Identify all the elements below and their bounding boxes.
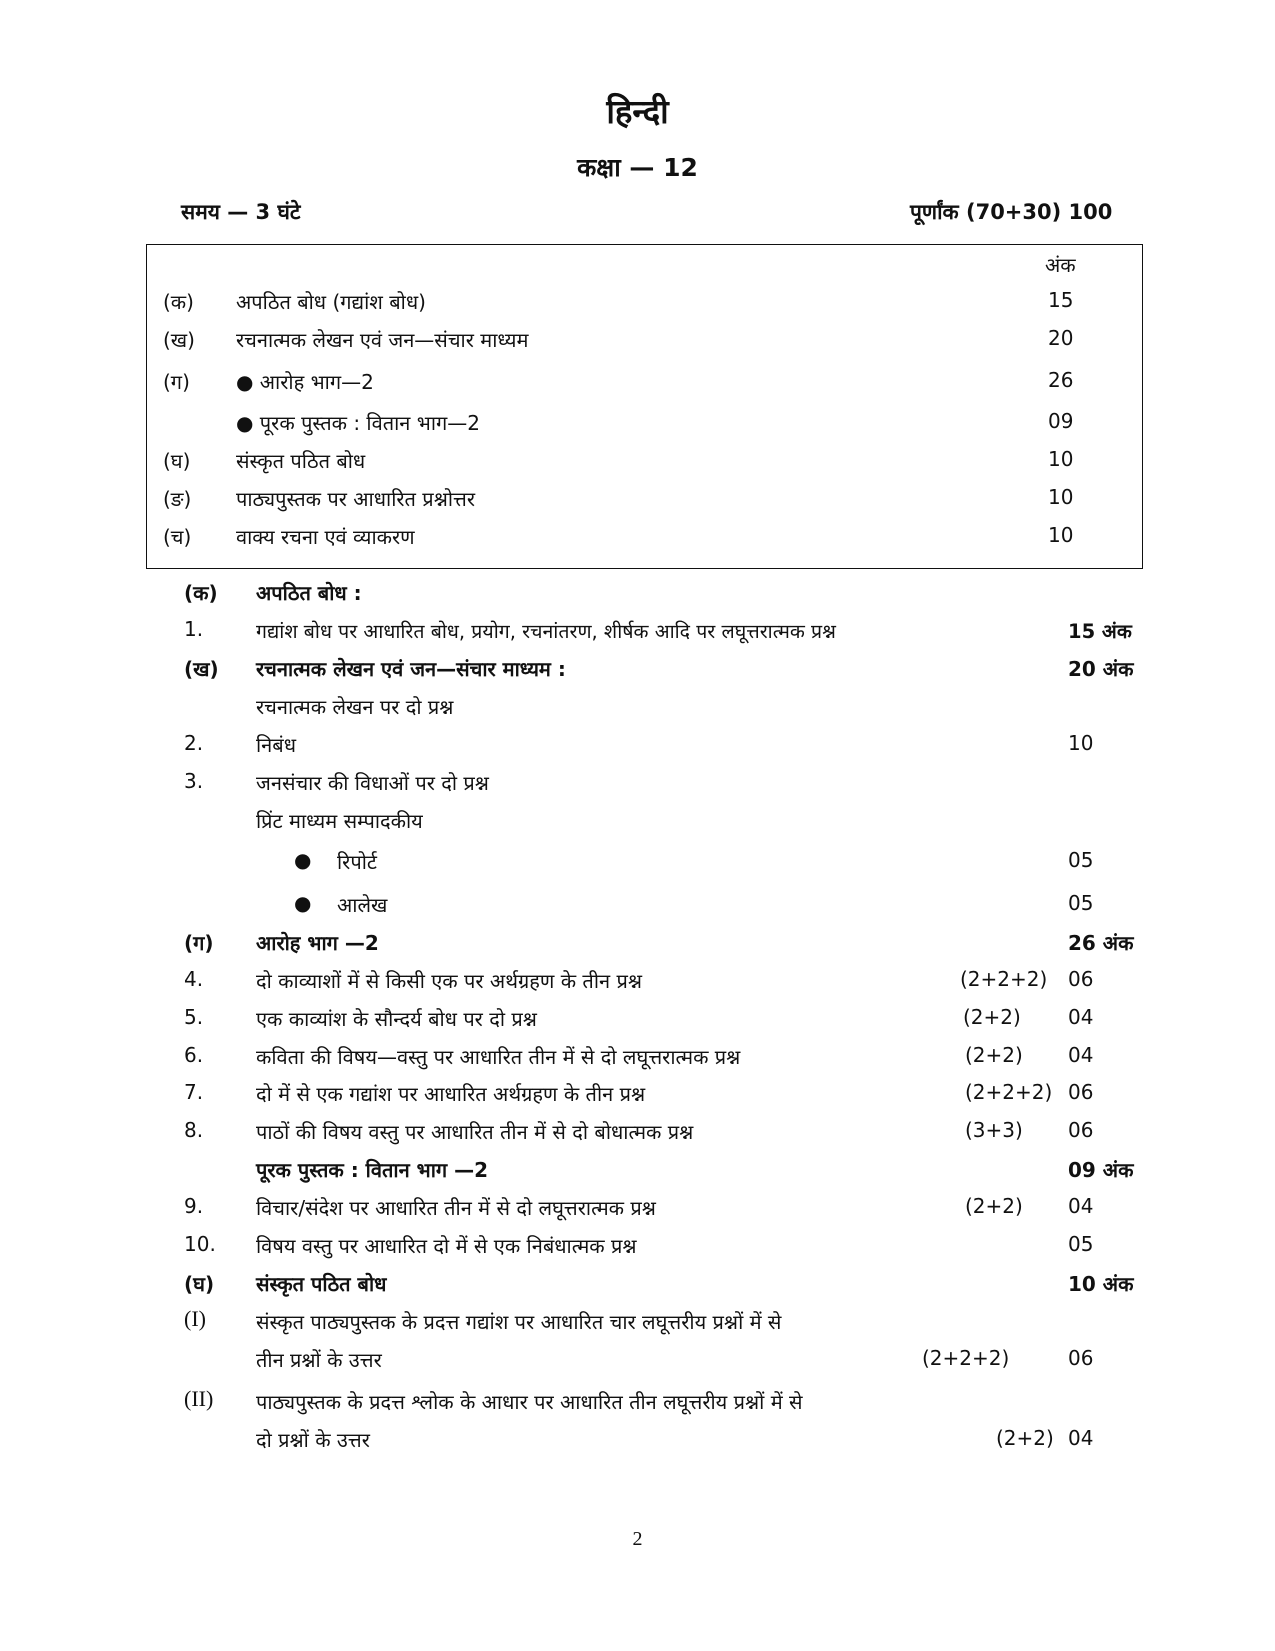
summary-row-marks: 10 [1048,485,1074,509]
summary-row-text: पाठ्यपुस्तक पर आधारित प्रश्नोत्तर [236,487,476,511]
question-number: (I) [184,1306,206,1331]
question-number: 6. [184,1043,204,1067]
question-number: 10. [184,1232,216,1256]
question-split: (2+2) [965,1194,1023,1218]
question-number: 4. [184,967,204,991]
subsection-title-vitan: पूरक पुस्तक : वितान भाग —2 [256,1158,489,1182]
question-text-continued: तीन प्रश्नों के उत्तर [256,1348,382,1372]
summary-row-label: (ग) [163,370,190,394]
question-split: (2+2) [996,1426,1054,1450]
summary-row-text: रचनात्मक लेखन एवं जन—संचार माध्यम [236,328,529,352]
question-text: संस्कृत पाठ्यपुस्तक के प्रदत्त गद्यांश पर आधारित चार लघूत्तरीय प्रश्नों में से [256,1310,782,1334]
section-title-ka: अपठित बोध : [256,581,362,605]
question-marks: 06 [1068,967,1094,991]
question-marks: 15 अंक [1068,620,1132,643]
summary-row-marks: 20 [1048,326,1074,350]
bullet-item-text: आलेख [337,893,388,917]
bullet-item-marks: 05 [1068,848,1094,872]
summary-row-label: (च) [163,525,192,549]
question-number: 9. [184,1194,204,1218]
section-label-gha: (घ) [184,1272,215,1296]
question-text: पाठ्यपुस्तक के प्रदत्त श्लोक के आधार पर आधारित तीन लघूत्तरीय प्रश्नों में से [256,1390,803,1414]
marks-header: अंक [1045,253,1076,277]
class-label: कक्षा — 12 [577,153,698,182]
question-number: 8. [184,1118,204,1142]
question-split: (3+3) [965,1118,1023,1142]
summary-row-text: ● आरोह भाग—2 [236,370,374,394]
question-text: दो में से एक गद्यांश पर आधारित अर्थग्रहण के तीन प्रश्न [256,1082,646,1106]
question-marks: 04 [1068,1043,1094,1067]
subsection-text: प्रिंट माध्यम सम्पादकीय [256,809,423,833]
question-number: 5. [184,1005,204,1029]
summary-row-marks: 15 [1048,288,1074,312]
summary-row-label: (ङ) [163,487,192,511]
bullet-icon: ● [294,848,312,872]
question-number: 1. [184,617,204,641]
summary-row-text: वाक्य रचना एवं व्याकरण [236,525,415,549]
question-number: (II) [184,1386,214,1411]
subsection-text: रचनात्मक लेखन पर दो प्रश्न [256,695,454,719]
question-text: विषय वस्तु पर आधारित दो में से एक निबंधात्मक प्रश्न [256,1234,637,1258]
summary-row-text: ● पूरक पुस्तक : वितान भाग—2 [236,411,480,435]
subsection-marks-vitan: 09 अंक [1068,1158,1134,1182]
summary-row-marks: 10 [1048,523,1074,547]
summary-row-text: संस्कृत पठित बोध [236,449,366,473]
question-text: दो काव्याशों में से किसी एक पर अर्थग्रहण के तीन प्रश्न [256,969,642,993]
section-label-kha: (ख) [184,657,219,681]
section-title-kha: रचनात्मक लेखन एवं जन—संचार माध्यम : [256,657,566,681]
question-marks: 06 [1068,1080,1094,1104]
summary-row-text: अपठित बोध (गद्यांश बोध) [236,290,426,314]
summary-row-marks: 09 [1048,409,1074,433]
summary-row-label: (घ) [163,449,191,473]
bullet-item-text: रिपोर्ट [337,850,377,874]
section-title-gha: संस्कृत पठित बोध [256,1272,387,1296]
summary-row-label: (क) [163,290,194,314]
question-marks: 10 [1068,731,1094,755]
question-number: 3. [184,769,204,793]
bullet-icon: ● [294,891,312,915]
page-title: हिन्दी [606,92,669,131]
section-marks-kha: 20 अंक [1068,657,1134,681]
max-marks-label: पूर्णांक (70+30) 100 [910,200,1113,224]
question-text: एक काव्यांश के सौन्दर्य बोध पर दो प्रश्न [256,1007,537,1031]
question-number: 7. [184,1080,204,1104]
question-number: 2. [184,731,204,755]
question-split: (2+2+2) [960,967,1048,991]
question-text: निबंध [256,733,296,757]
question-split: (2+2) [965,1043,1023,1067]
question-text: विचार/संदेश पर आधारित तीन में से दो लघूत्तरात्मक प्रश्न [256,1196,656,1220]
question-text-continued: दो प्रश्नों के उत्तर [256,1428,370,1452]
section-title-ga: आरोह भाग —2 [256,931,379,955]
summary-row-marks: 10 [1048,447,1074,471]
question-marks: 04 [1068,1194,1094,1218]
section-label-ga: (ग) [184,931,214,955]
section-marks-ga: 26 अंक [1068,931,1134,955]
summary-row-marks: 26 [1048,368,1074,392]
question-marks: 05 [1068,1232,1094,1256]
question-marks: 06 [1068,1346,1094,1370]
question-text: जनसंचार की विधाओं पर दो प्रश्न [256,771,489,795]
question-text: पाठों की विषय वस्तु पर आधारित तीन में से दो बोधात्मक प्रश्न [256,1120,694,1144]
page-number: 2 [632,1528,643,1550]
section-label-ka: (क) [184,581,218,605]
time-label: समय — 3 घंटे [181,200,301,224]
question-marks: 04 [1068,1426,1094,1450]
section-marks-gha: 10 अंक [1068,1272,1134,1296]
question-text: गद्यांश बोध पर आधारित बोध, प्रयोग, रचनांतरण, शीर्षक आदि पर लघूत्तरात्मक प्रश्न [256,620,836,643]
summary-row-label: (ख) [163,328,195,352]
question-split: (2+2+2) [965,1080,1053,1104]
question-marks: 06 [1068,1118,1094,1142]
question-marks: 04 [1068,1005,1094,1029]
question-split: (2+2+2) [922,1346,1010,1370]
question-text: कविता की विषय—वस्तु पर आधारित तीन में से दो लघूत्तरात्मक प्रश्न [256,1045,741,1069]
bullet-item-marks: 05 [1068,891,1094,915]
question-split: (2+2) [963,1005,1021,1029]
